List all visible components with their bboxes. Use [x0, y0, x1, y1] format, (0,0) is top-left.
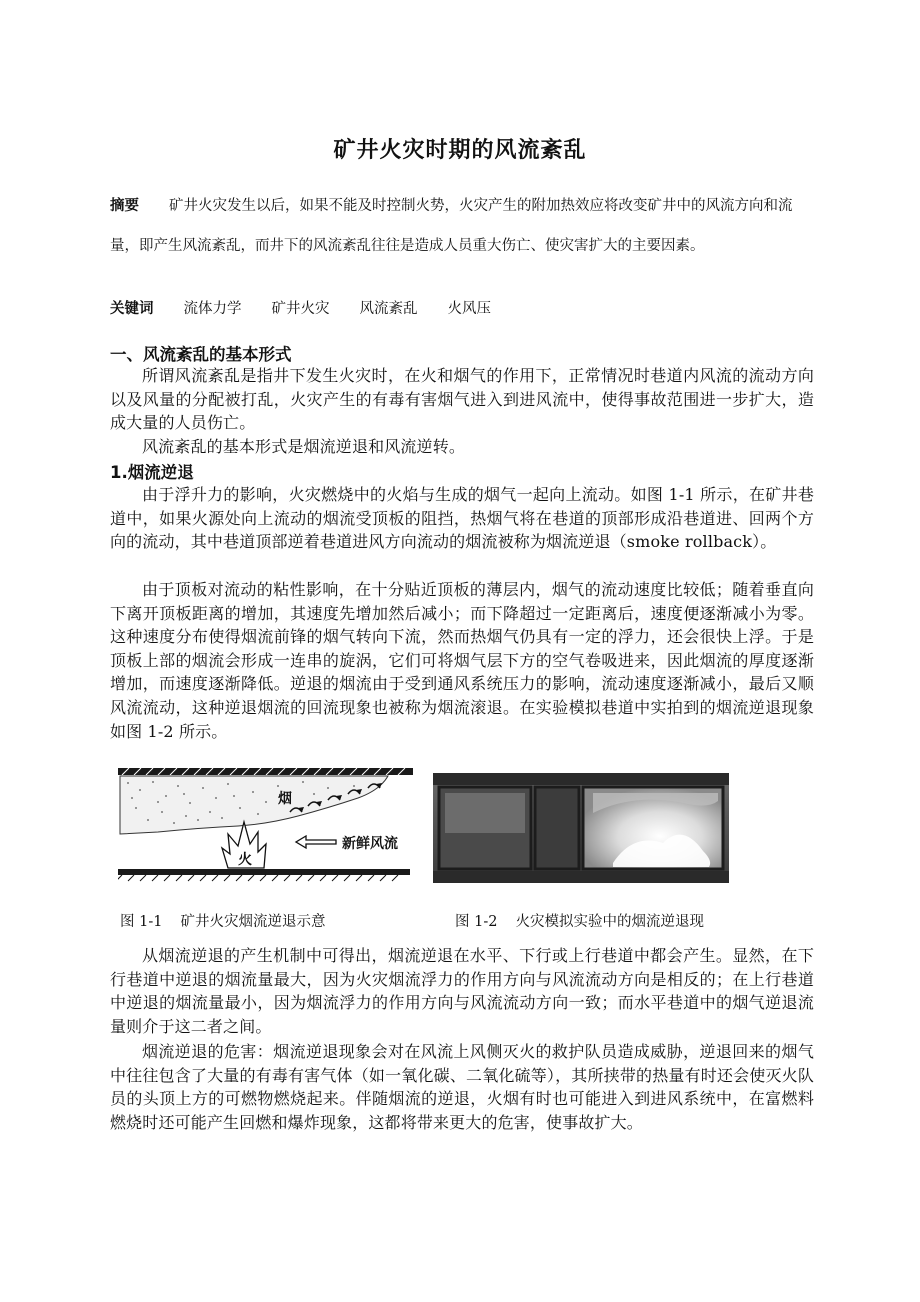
smoke-rollback-diagram: [118, 768, 418, 888]
abstract-label: 摘要: [110, 198, 139, 214]
figure-1-2-caption: [455, 910, 704, 931]
photo-top-frame: [433, 773, 729, 785]
caption-text: 矿井火灾烟流逆退示意: [180, 914, 326, 930]
keyword-item: 风流紊乱: [359, 301, 418, 317]
document-title: 矿井火灾时期的风流紊乱: [333, 137, 587, 163]
paragraph: 风流紊乱的基本形式是烟流逆退和风流逆转。: [142, 437, 466, 456]
keyword-item: 流体力学: [183, 301, 242, 317]
paragraph: 从烟流逆退的产生机制中可得出，烟流逆退在水平、下行或上行巷道中都会产生。显然，在下行巷道中逆退的烟流量最大，因为火灾烟流浮力的作用方向与风流流动方向是相反的；在上行巷道中逆退的烟流量最小，因为烟流浮力的作用方向与风流流动方向一致；而水平巷道中的烟气逆退流量则介于这二者之间。: [110, 946, 814, 1036]
keyword-item: 矿井火灾: [271, 301, 330, 317]
paragraph: 由于浮升力的影响，火灾燃烧中的火焰与生成的烟气一起向上流动。如图 1-1 所示，在矿井巷道中，如果火源处向上流动的烟流受顶板的阻挡，热烟气将在巷道的顶部形成沿巷道进、回两个方向的流动，其中巷道顶部逆着巷道进风方向流动的烟流被称为烟流逆退（smoke rollback）。: [110, 485, 814, 552]
figure-1-1-caption: [120, 910, 325, 931]
photo-smoke-left: [445, 793, 525, 833]
section-heading: 一、风流紊乱的基本形式: [110, 345, 292, 364]
photo-bottom-frame: [433, 871, 729, 883]
floor-hatching: [118, 875, 398, 881]
subsection-heading: 1.烟流逆退: [110, 463, 194, 482]
caption-text: 火灾模拟实验中的烟流逆退现: [515, 914, 704, 930]
keywords-label: 关键词: [110, 301, 154, 317]
smoke-layer: [120, 776, 388, 834]
roof-band: [118, 768, 413, 775]
photo-window-middle: [535, 787, 579, 869]
fire-label: 火: [238, 852, 252, 868]
fresh-air-arrow: [296, 836, 336, 848]
experiment-photo: [433, 773, 729, 883]
paragraph: 由于顶板对流动的粘性影响，在十分贴近顶板的薄层内，烟气的流动速度比较低；随着垂直向下离开顶板距离的增加，其速度先增加然后减小；而下降超过一定距离后，速度便逐渐减小为零。这种速度分布使得烟流前锋的烟气转向下流，然而热烟气仍具有一定的浮力，还会很快上浮。于是顶板上部的烟流会形成一连串的旋涡，它们可将烟气层下方的空气卷吸进来，因此烟流的厚度逐渐增加，而速度逐渐降低。逆退的烟流由于受到通风系统压力的影响，流动速度逐渐减小，最后又顺风流流动，这种逆退烟流的回流现象也被称为烟流滚退。在实验模拟巷道中实拍到的烟流逆退现象如图 1-2 所示。: [110, 580, 814, 741]
floor-band: [118, 869, 410, 875]
paragraph: 烟流逆退的危害：烟流逆退现象会对在风流上风侧灭火的救护队员造成威胁，逆退回来的烟气中往往包含了大量的有毒有害气体（如一氧化碳、二氧化硫等），其所挟带的热量有时还会使灭火队员的头顶上方的可燃物燃烧起来。伴随烟流的逆退，火烟有时也可能进入到进风系统中，在富燃料燃烧时还可能产生回燃和爆炸现象，这都将带来更大的危害，使事故扩大。: [110, 1042, 814, 1132]
abstract-text: 矿井火灾发生以后，如果不能及时控制火势，火灾产生的附加热效应将改变矿井中的风流方向和流量，即产生风流紊乱，而井下的风流紊乱往往是造成人员重大伤亡、使灾害扩大的主要因素。: [110, 198, 793, 254]
keyword-item: 火风压: [447, 301, 491, 317]
caption-number: 图 1-2: [455, 914, 498, 930]
caption-number: 图 1-1: [120, 914, 163, 930]
keywords: [110, 297, 521, 318]
smoke-label: 烟: [278, 791, 292, 807]
paragraph: 所谓风流紊乱是指井下发生火灾时，在火和烟气的作用下，正常情况时巷道内风流的流动方向以及风量的分配被打乱，火灾产生的有毒有害烟气进入到进风流中，使得事故范围进一步扩大，造成大量的人员伤亡。: [110, 366, 814, 433]
abstract: [110, 186, 815, 266]
fresh-air-label: 新鲜风流: [342, 836, 398, 852]
